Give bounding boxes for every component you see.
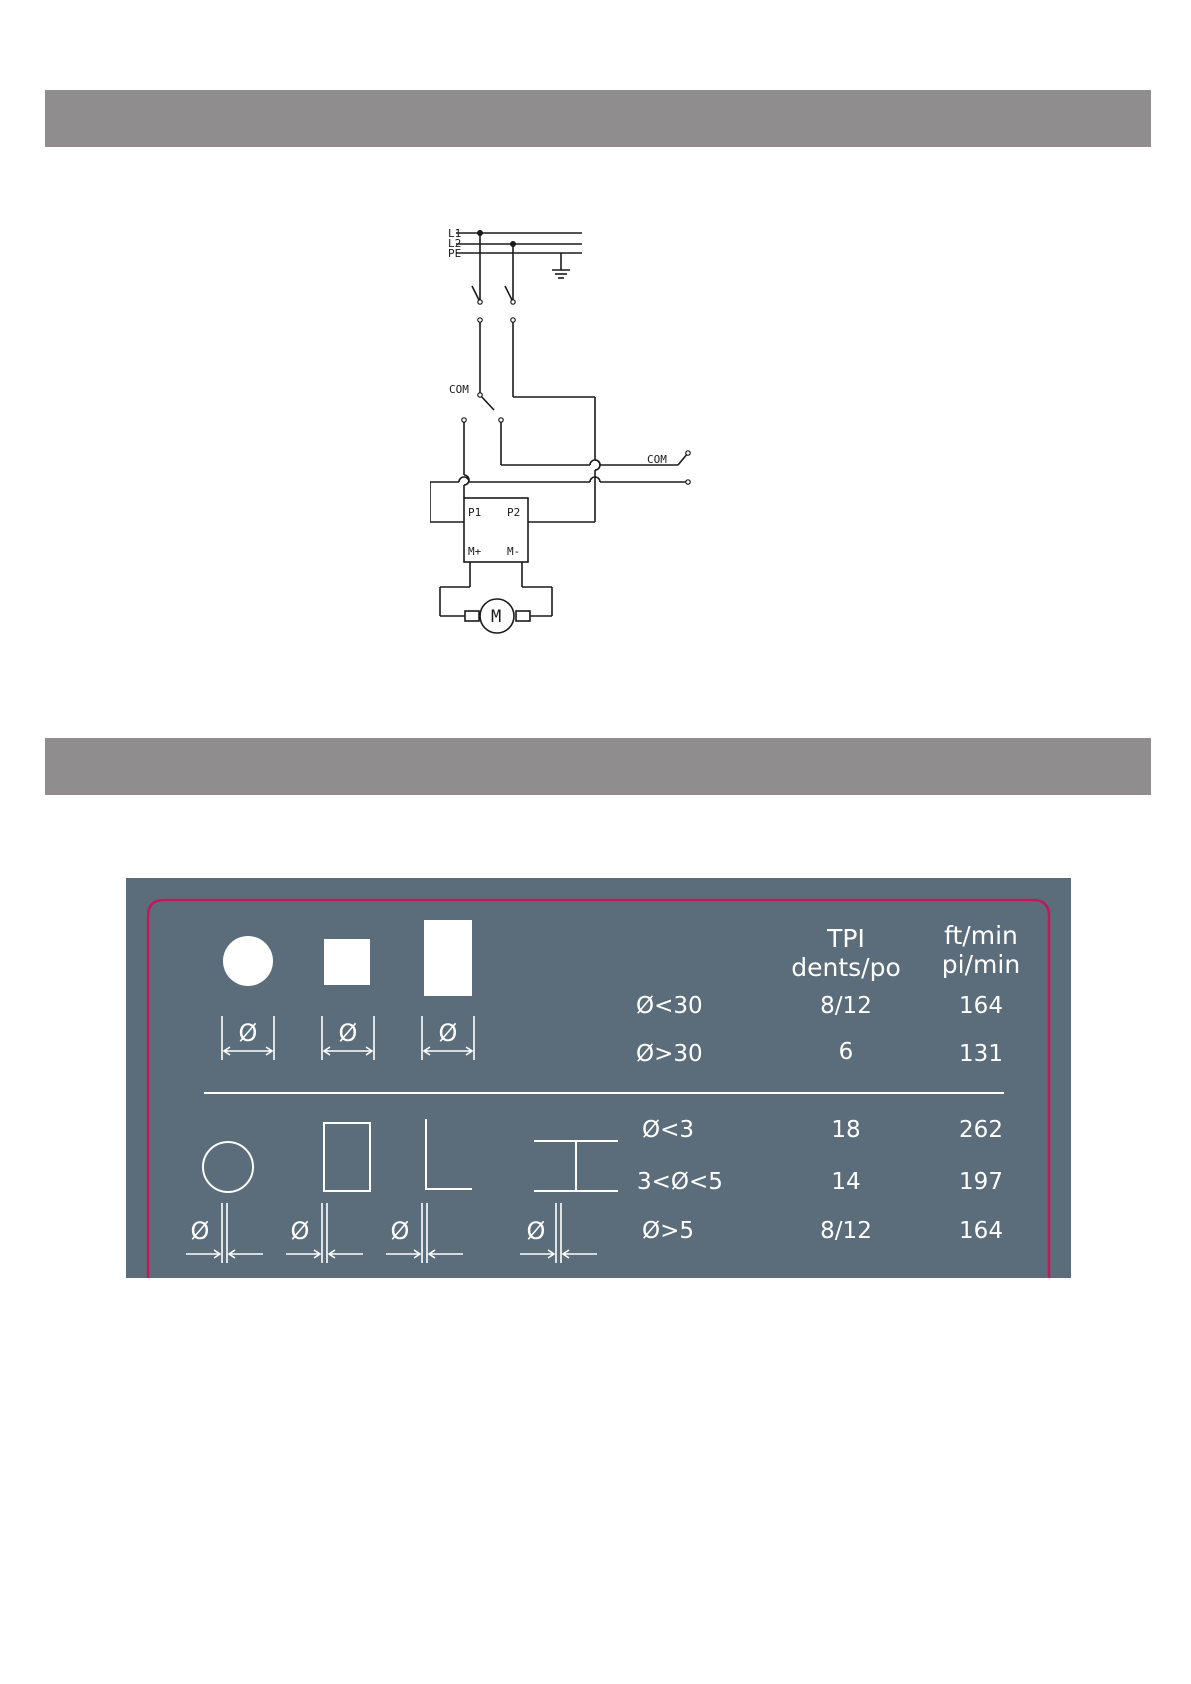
dimension-symbol-square: Ø	[338, 1019, 358, 1047]
profile-row-1-speed: 262	[959, 1117, 1003, 1143]
dimension-symbol-beam: Ø	[526, 1217, 546, 1245]
profile-row-3-tpi: 8/12	[820, 1218, 872, 1244]
square-bar-icon	[324, 939, 370, 985]
profile-row-1-tpi: 18	[831, 1117, 861, 1143]
cutting-parameters-panel	[126, 878, 1071, 1278]
rectangular-bar-icon	[424, 920, 472, 996]
i-beam-profile-icon	[534, 1141, 618, 1191]
angle-profile-icon	[426, 1119, 472, 1189]
dimension-symbol-tube: Ø	[190, 1217, 210, 1245]
dimension-symbol-angle: Ø	[390, 1217, 410, 1245]
speed-header-line2: pi/min	[941, 950, 1021, 979]
tpi-header-line1: TPI	[827, 924, 865, 953]
section-header-bar-top	[45, 90, 1151, 147]
wiring-diagram	[430, 220, 720, 670]
solid-row-2-speed: 131	[959, 1041, 1003, 1067]
motor-label: M	[491, 607, 502, 627]
tube-icon	[203, 1142, 253, 1192]
solid-row-1-speed: 164	[959, 993, 1003, 1019]
profile-row-2-tpi: 14	[831, 1169, 861, 1195]
dimension-symbol-rect-tube: Ø	[290, 1217, 310, 1245]
rail-label-pe: PE	[448, 247, 462, 260]
solid-row-2-tpi: 6	[838, 1039, 854, 1065]
com-label-right: COM	[647, 453, 667, 466]
profile-row-2-size: 3<Ø<5	[637, 1169, 723, 1195]
round-bar-icon	[223, 936, 273, 986]
terminal-label-p2: P2	[507, 506, 521, 519]
terminal-label-m-plus: M+	[468, 545, 482, 558]
solid-row-1-tpi: 8/12	[820, 993, 872, 1019]
terminal-label-p1: P1	[468, 506, 482, 519]
profile-row-3-speed: 164	[959, 1218, 1003, 1244]
com-label-left: COM	[449, 383, 469, 396]
rail-label-l1: L1	[448, 227, 462, 240]
rail-label-l2: L2	[448, 237, 462, 250]
profile-row-2-speed: 197	[959, 1169, 1003, 1195]
solid-row-1-size: Ø<30	[636, 993, 703, 1019]
terminal-label-m-minus: M-	[507, 545, 521, 558]
tpi-header	[766, 924, 926, 982]
tpi-header-line2: dents/po	[791, 953, 901, 982]
dimension-symbol-round: Ø	[238, 1019, 258, 1047]
rectangular-tube-icon	[324, 1123, 370, 1191]
speed-header-line1: ft/min	[944, 921, 1018, 950]
profile-row-3-size: Ø>5	[642, 1218, 695, 1244]
speed-header	[926, 921, 1036, 979]
profile-row-1-size: Ø<3	[642, 1117, 695, 1143]
section-header-bar-bottom	[45, 738, 1151, 795]
solid-row-2-size: Ø>30	[636, 1041, 703, 1067]
dimension-symbol-rectangle: Ø	[438, 1019, 458, 1047]
